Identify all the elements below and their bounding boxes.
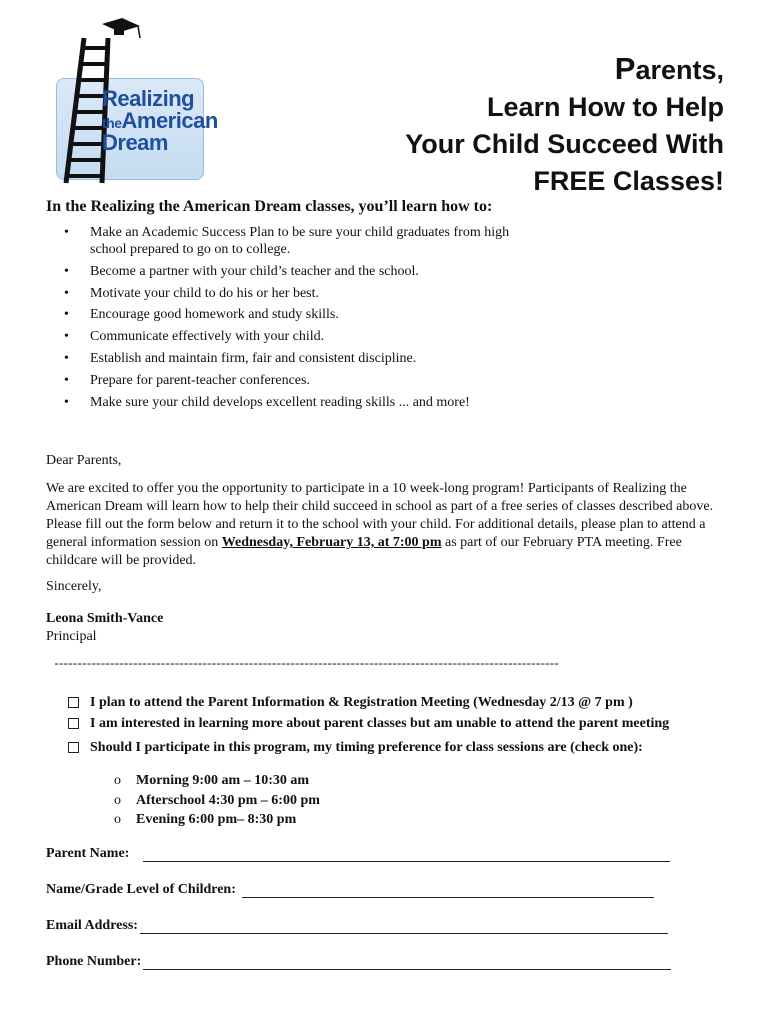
parent-name-field [46, 846, 670, 862]
headline-first-letter: P [614, 51, 636, 86]
email-input[interactable] [140, 919, 668, 934]
children-field [46, 882, 654, 898]
meeting-date: Wednesday, February 13, at 7:00 pm [221, 535, 442, 550]
signer-title: Principal [46, 629, 97, 644]
time-option-afterschool[interactable]: o Afterschool 4:30 pm – 6:00 pm [114, 791, 320, 811]
option-interested[interactable]: I am interested in learning more about parent classes but am unable to attend the parent meeting [68, 715, 669, 733]
letter-closing: Sincerely, [46, 579, 102, 594]
logo-line-2-small: the [102, 115, 122, 131]
checkbox[interactable] [68, 718, 79, 729]
list-item: • Communicate effectively with your child. [62, 328, 532, 345]
timing-options [114, 771, 320, 830]
signer-name: Leona Smith-Vance [46, 611, 164, 626]
headline-line-4: FREE Classes! [533, 166, 724, 196]
children-label: Name/Grade Level of Children: [46, 882, 236, 897]
email-field [46, 918, 668, 934]
list-item: • Prepare for parent-teacher conferences. [62, 372, 532, 389]
letter [46, 452, 736, 646]
logo-line-2: American [121, 108, 218, 133]
children-input[interactable] [242, 883, 654, 898]
option-timing-preference[interactable]: Should I participate in this program, my timing preference for class sessions are (check one): [68, 739, 669, 757]
list-item: • Establish and maintain firm, fair and consistent discipline. [62, 350, 532, 367]
cut-line:  ------------------------------------------------------------------------------------------------------------- [44, 655, 559, 670]
logo-line-1: Realizing [102, 86, 195, 111]
phone-field [46, 954, 671, 970]
parent-name-label: Parent Name: [46, 846, 130, 861]
email-label: Email Address: [46, 918, 138, 933]
checkbox[interactable] [68, 697, 79, 708]
logo-text [102, 88, 218, 154]
response-options [68, 694, 669, 757]
realizing-american-dream-logo [52, 18, 218, 186]
benefits-list [62, 224, 532, 415]
phone-input[interactable] [143, 955, 671, 970]
phone-label: Phone Number: [46, 954, 142, 969]
headline-line-3: Your Child Succeed With [405, 129, 724, 159]
time-option-evening[interactable]: o Evening 6:00 pm– 8:30 pm [114, 810, 320, 830]
list-item: • Make an Academic Success Plan to be sure your child graduates from high school prepared to go on to college. [62, 224, 532, 258]
letter-greeting: Dear Parents, [46, 453, 122, 468]
list-item: • Make sure your child develops excellent reading skills ... and more! [62, 394, 532, 411]
time-option-morning[interactable]: o Morning 9:00 am – 10:30 am [114, 771, 320, 791]
headline-line-1: arents, [635, 55, 724, 85]
intro-heading: In the Realizing the American Dream classes, you’ll learn how to: [46, 198, 493, 215]
option-attend-meeting[interactable]: I plan to attend the Parent Information & Registration Meeting (Wednesday 2/13 @ 7 pm ) [68, 694, 669, 712]
logo-line-3: Dream [102, 130, 168, 155]
parent-name-input[interactable] [143, 847, 670, 862]
list-item: • Become a partner with your child’s teacher and the school. [62, 263, 532, 280]
list-item: • Encourage good homework and study skills. [62, 306, 532, 323]
list-item: • Motivate your child to do his or her best. [62, 285, 532, 302]
letter-body: We are excited to offer you the opportunity to participate in a 10 week-long program! Participants of Realizing the American Dream will learn how to help their child succeed in school as part of a free series of classes described above. Please fill out the form below and return it to the school with your child. For additional details, please plan to attend a general information session on Wednesday, February 13, at 7:00 pm as part of our February PTA meeting. Free childcare will be provided. [46, 481, 714, 568]
page-headline [405, 50, 724, 200]
checkbox[interactable] [68, 742, 79, 753]
headline-line-2: Learn How to Help [486, 92, 724, 122]
